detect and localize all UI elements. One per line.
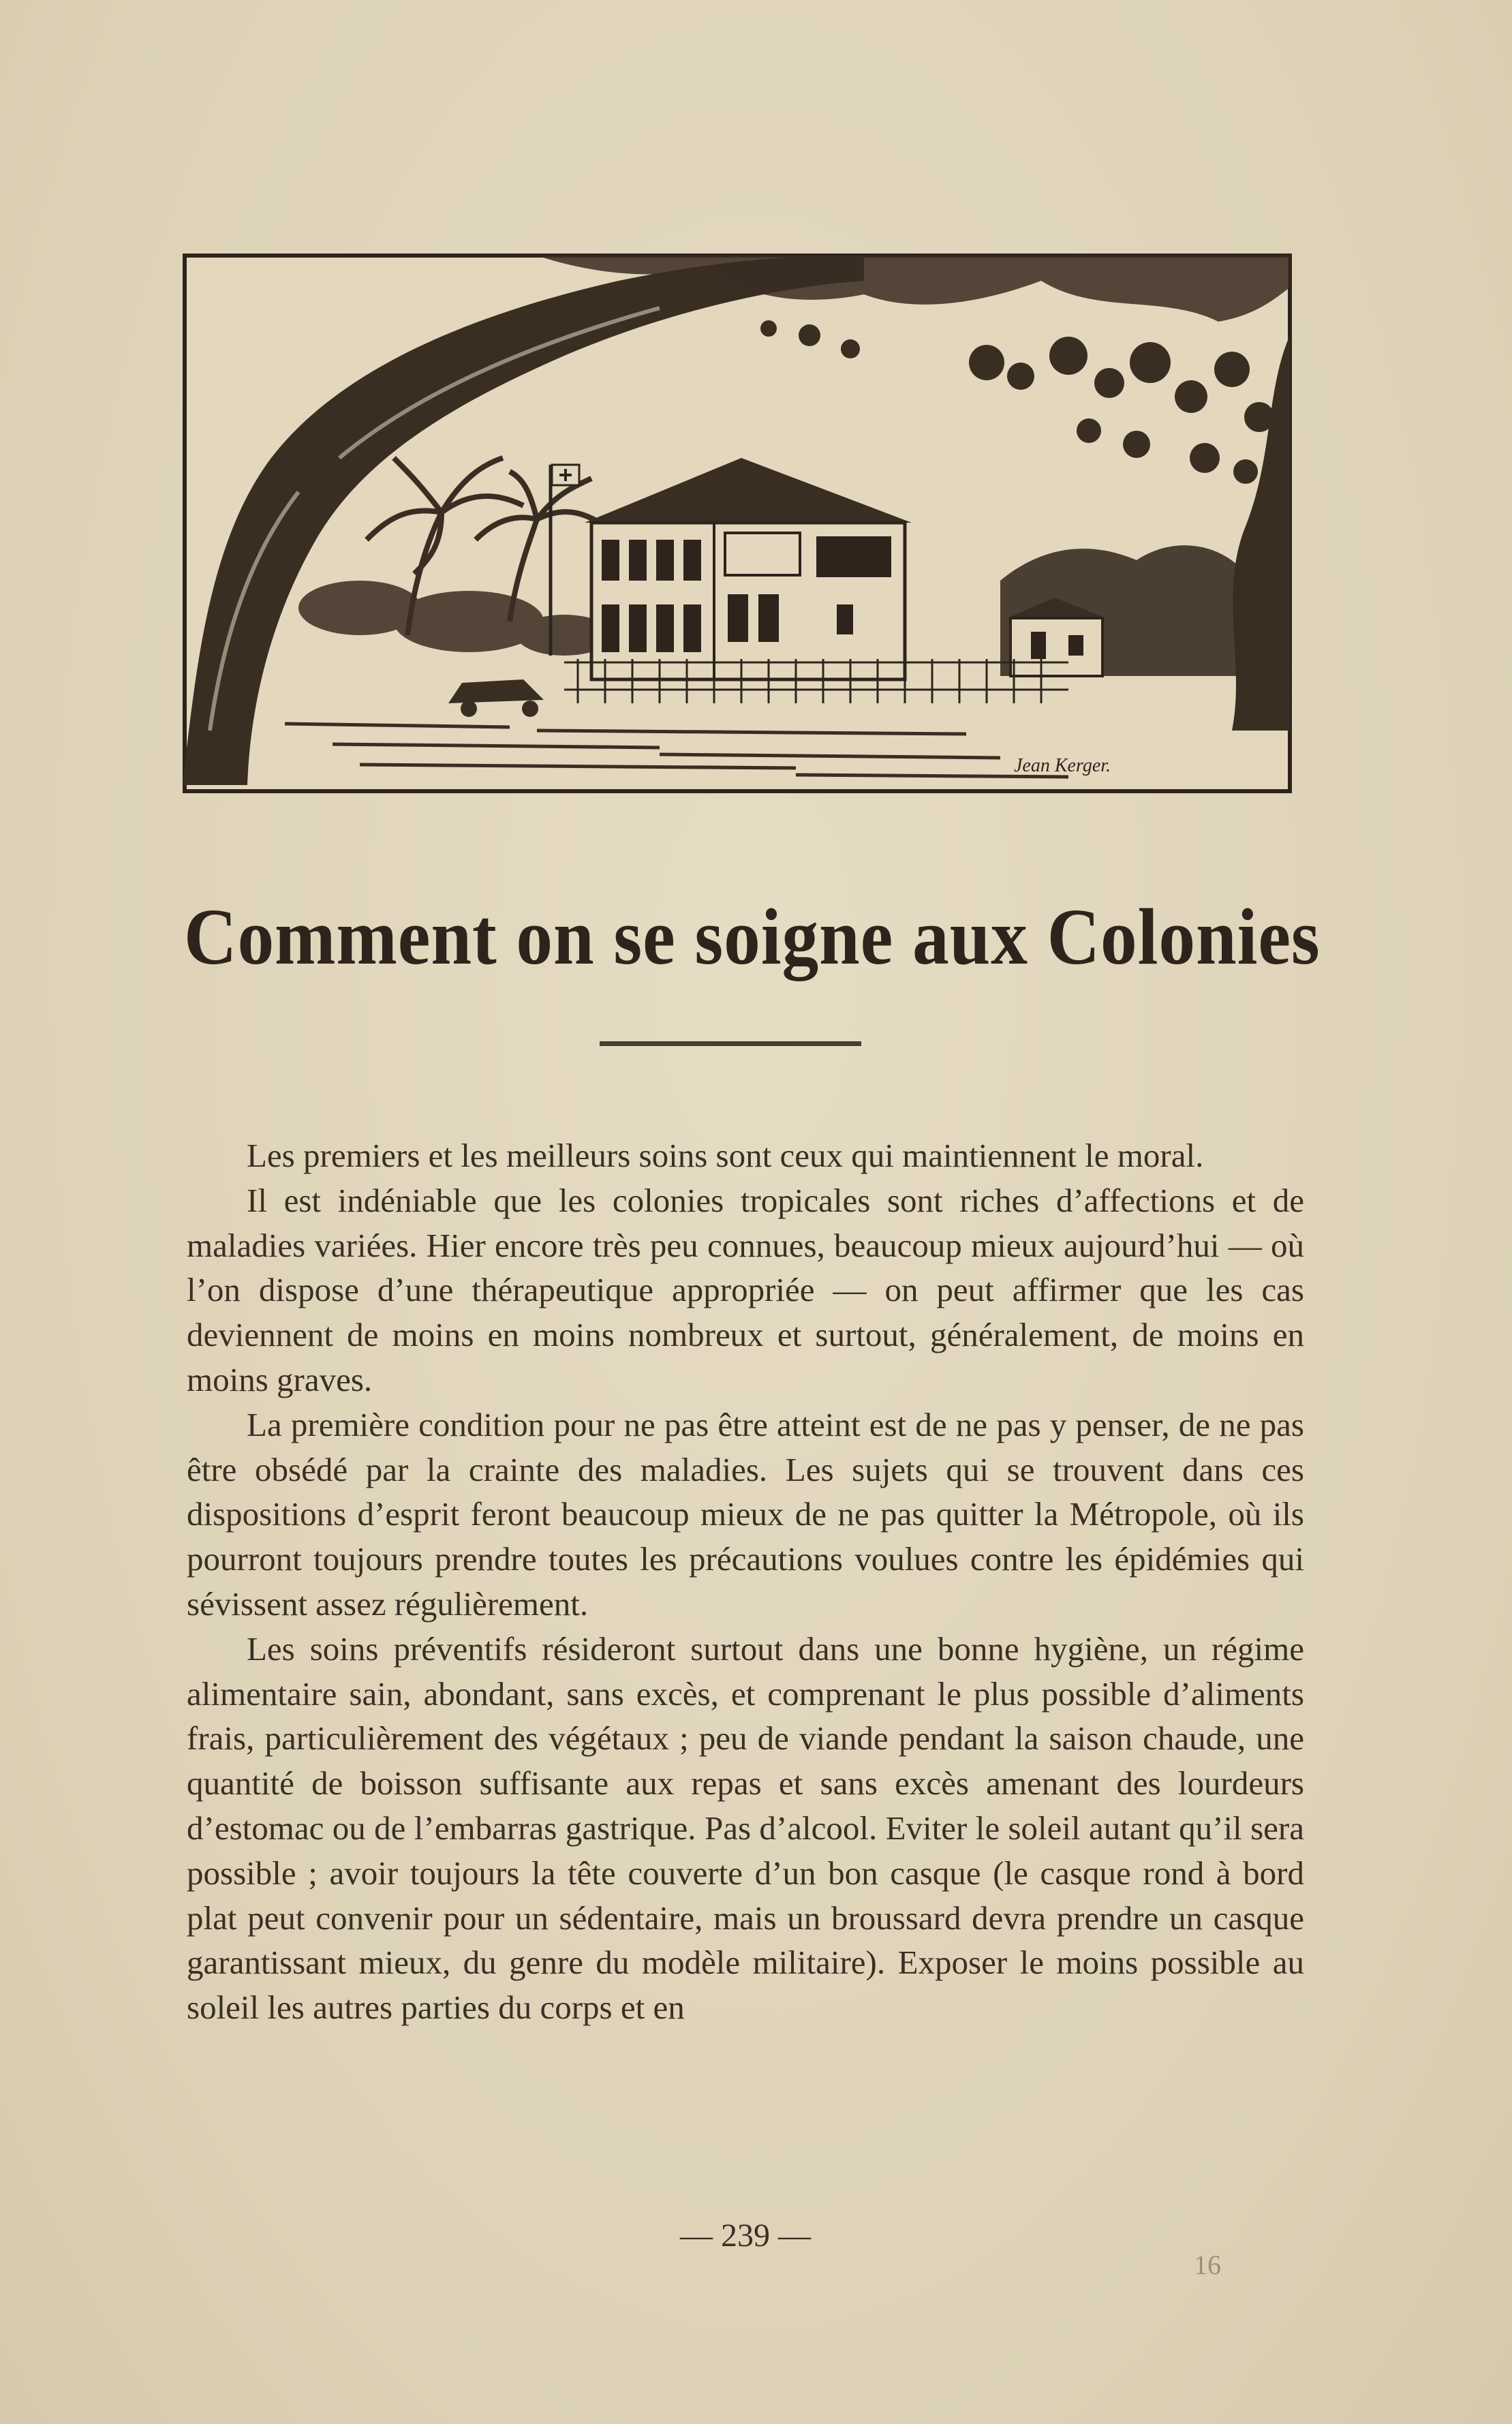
page-number: — 239 — bbox=[680, 2218, 811, 2254]
paragraph: Il est indéniable que les colonies tropicales sont riches d’affections et de maladies variées. Hier encore très peu connues, beaucoup mieux aujourd’hui — où l’on dispose d’une thérapeutique appropriée — on peut affirmer que les cas deviennent de moins en moins nombreux et surtout, généralement, de moins en moins graves. bbox=[187, 1181, 1304, 1398]
title-divider bbox=[600, 1041, 861, 1046]
signature-mark: 16 bbox=[1194, 2250, 1221, 2280]
paragraph: La première condition pour ne pas être atteint est de ne pas y penser, de ne pas être obsédé par la crainte des maladies. Les sujets qui se trouvent dans ces dispositions d’esprit feront beaucoup mieux de ne pas quitter la Métropole, où ils pourront toujours prendre toutes les précautions voulues contre les épidémies qui sévissent assez régulièrement. bbox=[187, 1405, 1304, 1623]
body-text bbox=[187, 1133, 1304, 2030]
hospital-illustration bbox=[183, 254, 1292, 793]
page-title: Comment on se soigne aux Colonies bbox=[184, 892, 1321, 981]
artist-signature: Jean Kerger. bbox=[1014, 755, 1111, 776]
paragraph: Les premiers et les meilleurs soins sont ceux qui maintiennent le moral. bbox=[247, 1137, 1204, 1174]
paragraph: Les soins préventifs résideront surtout dans une bonne hygiène, un régime alimentaire sain, abondant, sans excès, et comprenant le plus possible d’aliments frais, particulièrement des végétaux ; peu de viande pendant la saison chaude, une quantité de boisson suffisante aux repas et sans excès amenant des lourdeurs d’estomac ou de l’embarras gastrique. Pas d’alcool. Eviter le soleil autant qu’il sera possible ; avoir toujours la tête couverte d’un bon casque (le casque rond à bord plat peut convenir pour un sédentaire, mais un broussard devra prendre un casque garantissant mieux, du genre du modèle militaire). Exposer le moins possible au soleil les autres parties du corps et en bbox=[187, 1629, 1304, 2027]
